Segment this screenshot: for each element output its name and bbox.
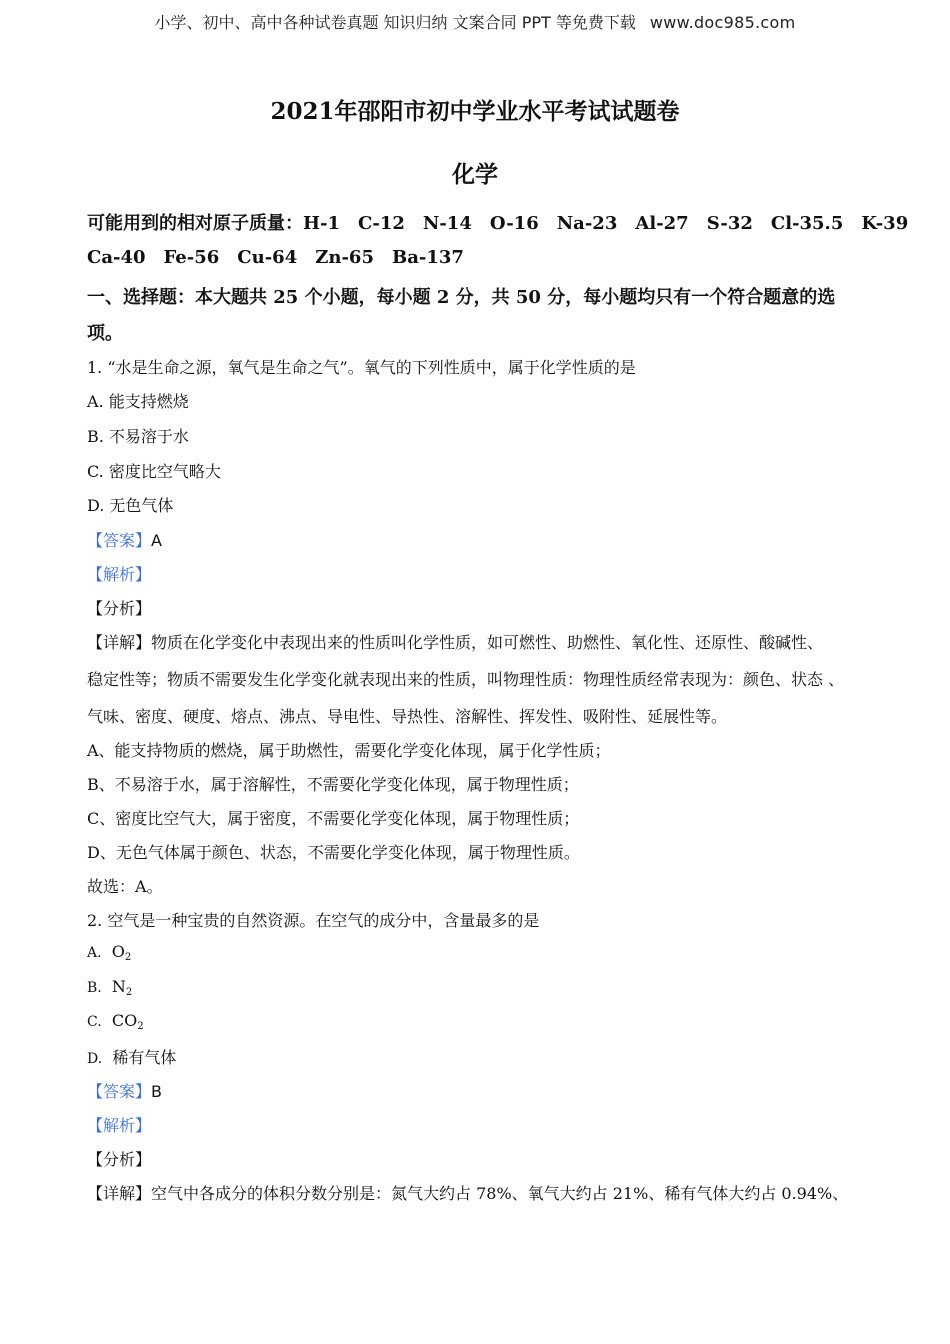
mass-item: Fe-56 <box>163 247 220 268</box>
mass-item: K-39 <box>861 213 909 234</box>
q1-option-d: D. 无色气体 <box>87 496 174 515</box>
q2-stem: 2. 空气是一种宝贵的自然资源。在空气的成分中，含量最多的是 <box>87 911 540 930</box>
detail-label: 【详解】 <box>87 633 152 652</box>
detail-label: 【详解】 <box>87 1184 152 1203</box>
mass-item: Cl-35.5 <box>770 213 844 234</box>
q1-fenxi-label: 【分析】 <box>87 599 152 618</box>
mass-item: O-16 <box>489 213 539 234</box>
q2-analysis-label: 【解析】 <box>87 1116 152 1135</box>
page-header <box>0 10 950 33</box>
q1-detail-line-2: 稳定性等；物质不需要发生化学变化就表现出来的性质，叫物理性质：物理性质经常表现为：颜色、状态 、 <box>87 670 845 689</box>
q1-explain-c: C、密度比空气大，属于密度，不需要化学变化体现，属于物理性质； <box>87 809 580 828</box>
q2-option-d <box>87 1045 176 1068</box>
subscript: 2 <box>124 952 132 963</box>
mass-item: Al-27 <box>635 213 689 234</box>
option-letter: A. <box>87 945 102 961</box>
atomic-masses-label: 可能用到的相对原子质量： <box>87 213 303 234</box>
q2-option-b <box>87 977 132 998</box>
q1-conclusion: 故选：A。 <box>87 877 163 896</box>
section-heading-line-1: 一、选择题：本大题共 25 个小题，每小题 2 分，共 50 分，每小题均只有一个符合题意的选 <box>87 287 836 308</box>
q1-option-c: C. 密度比空气略大 <box>87 462 221 481</box>
q1-analysis-label: 【解析】 <box>87 565 152 584</box>
q2-option-a <box>87 942 131 963</box>
q2-detail-line-1 <box>87 1181 848 1204</box>
header-text: 小学、初中、高中各种试卷真题 知识归纳 文案合同 PPT 等免费下载 <box>154 13 636 32</box>
q2-answer <box>87 1079 162 1102</box>
detail-text: 物质在化学变化中表现出来的性质叫化学性质，如可燃性、助燃性、氧化性、还原性、酸碱性、 <box>151 633 824 652</box>
mass-item: H-1 <box>303 213 341 234</box>
q1-option-b: B. 不易溶于水 <box>87 427 189 446</box>
answer-label: 【答案】 <box>87 531 152 550</box>
answer-value: A <box>151 531 162 550</box>
option-letter: B. <box>87 980 102 996</box>
option-letter: D. <box>87 1051 103 1067</box>
option-text: 稀有气体 <box>112 1048 177 1067</box>
mass-item: Na-23 <box>556 213 618 234</box>
mass-item: N-14 <box>422 213 472 234</box>
atomic-masses-line-2 <box>87 247 464 268</box>
mass-item: Ba-137 <box>391 247 464 268</box>
page-title: 2021年邵阳市初中学业水平考试试题卷 <box>270 98 680 125</box>
answer-value: B <box>151 1082 162 1101</box>
subscript: 2 <box>137 1021 144 1032</box>
q1-explain-a: A、能支持物质的燃烧，属于助燃性，需要化学变化体现，属于化学性质； <box>87 741 611 760</box>
atomic-masses-line-1 <box>87 209 908 235</box>
q1-answer <box>87 528 162 551</box>
mass-item: Cu-64 <box>237 247 298 268</box>
formula: N <box>111 977 126 996</box>
mass-item: Ca-40 <box>87 247 146 268</box>
q1-detail-line-3: 气味、密度、硬度、熔点、沸点、导电性、导热性、溶解性、挥发性、吸附性、延展性等。 <box>87 707 728 726</box>
detail-text: 空气中各成分的体积分数分别是：氮气大约占 78%、氧气大约占 21%、稀有气体大约占 0.94%、 <box>151 1184 849 1203</box>
formula: CO <box>111 1011 138 1030</box>
q1-explain-d: D、无色气体属于颜色、状态，不需要化学变化体现，属于物理性质。 <box>87 843 580 862</box>
q1-detail-line-1 <box>87 630 823 653</box>
subject-title: 化学 <box>452 161 498 188</box>
q1-explain-b: B、不易溶于水，属于溶解性，不需要化学变化体现，属于物理性质； <box>87 775 579 794</box>
mass-item: C-12 <box>358 213 405 234</box>
q1-option-a: A. 能支持燃烧 <box>87 392 189 411</box>
mass-item: Zn-65 <box>315 247 374 268</box>
option-letter: C. <box>87 1014 102 1030</box>
mass-item: S-32 <box>706 213 753 234</box>
subscript: 2 <box>125 987 133 998</box>
section-heading-line-2: 项。 <box>87 323 123 344</box>
header-url[interactable]: www.doc985.com <box>649 13 796 32</box>
answer-label: 【答案】 <box>87 1082 152 1101</box>
q1-stem: 1. “水是生命之源，氧气是生命之气”。氧气的下列性质中，属于化学性质的是 <box>87 358 636 377</box>
q2-option-c <box>87 1011 144 1032</box>
formula: O <box>111 942 125 961</box>
q2-fenxi-label: 【分析】 <box>87 1150 152 1169</box>
